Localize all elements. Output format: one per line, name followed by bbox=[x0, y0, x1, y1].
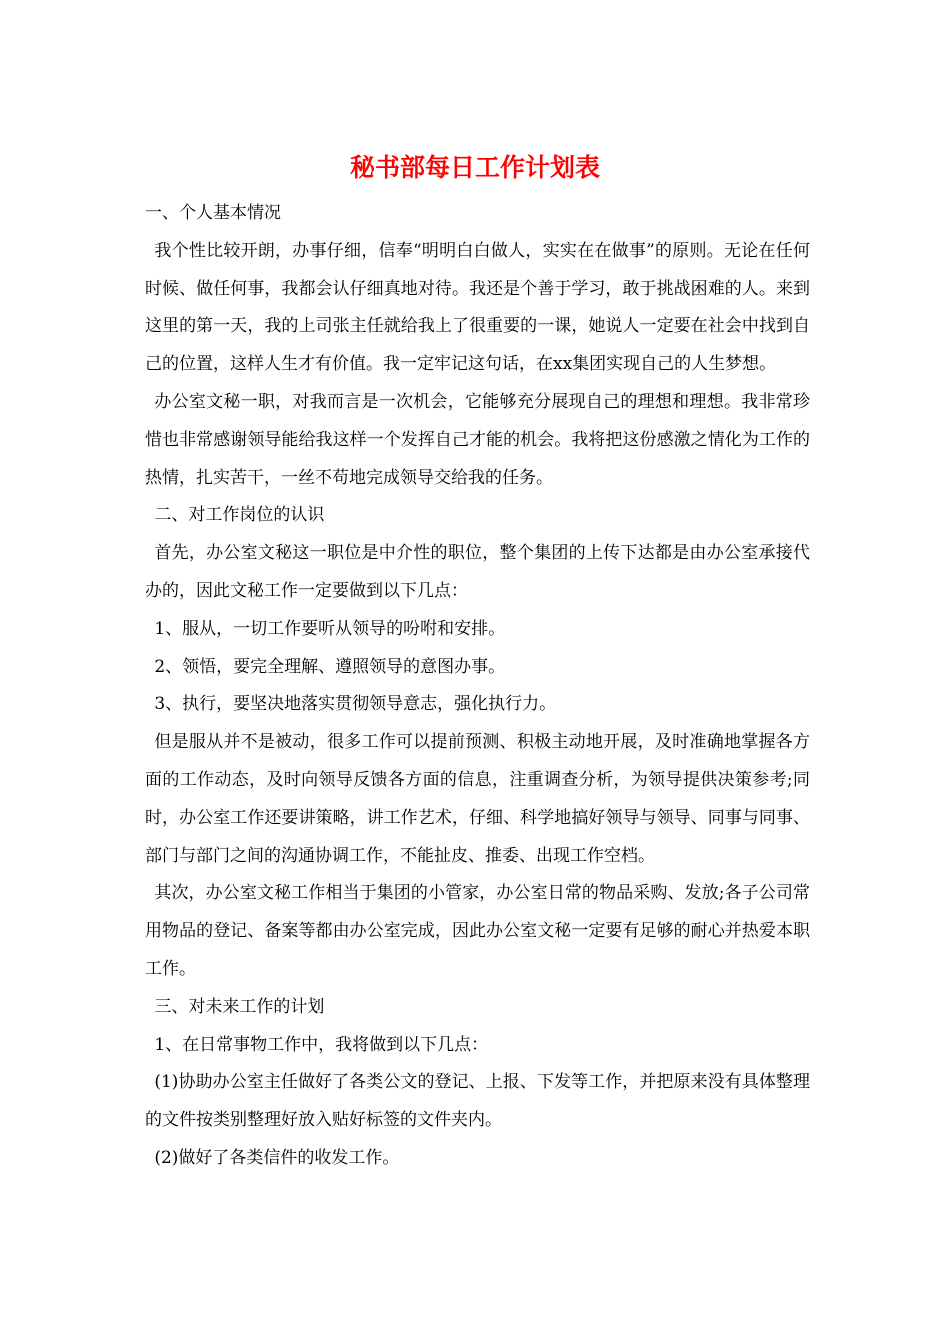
paragraph-personal-intro: 我个性比较开朗，办事仔细，信奉“明明白白做人，实实在在做事”的原则。无论在任何时候、做任何事，我都会认仔细真地对待。我还是个善于学习，敢于挑战困难的人。来到这里的第一天，我的上司张主任就给我上了很重要的一课，她说人一定要在社会中找到自己的位置，这样人生才有价值。我一定牢记这句话，在xx集团实现自己的人生梦想。 bbox=[145, 240, 810, 375]
list-item-execute: 3、执行，要坚决地落实贯彻领导意志，强化执行力。 bbox=[154, 694, 557, 715]
list-item-understand: 2、领悟，要完全理解、遵照领导的意图办事。 bbox=[154, 656, 506, 677]
list-item-daily-work: 1、在日常事物工作中，我将做到以下几点： bbox=[154, 1034, 489, 1055]
heading-section-2: 二、对工作岗位的认识 bbox=[154, 505, 325, 526]
document-body bbox=[145, 195, 810, 1178]
list-item-documents: (1)协助办公室主任做好了各类公文的登记、上报、下发等工作，并把原来没有具体整理的文件按类别整理好放入贴好标签的文件夹内。 bbox=[145, 1072, 810, 1131]
list-item-letters: (2)做好了各类信件的收发工作。 bbox=[154, 1147, 400, 1168]
list-item-obey: 1、服从，一切工作要听从领导的吩咐和安排。 bbox=[154, 618, 506, 639]
document-title: 秘书部每日工作计划表 bbox=[349, 153, 600, 182]
paragraph-second-point: 其次，办公室文秘工作相当于集团的小管家，办公室日常的物品采购、发放;各子公司常用物品的登记、备案等都由办公室完成，因此办公室文秘一定要有足够的耐心并热爱本职工作。 bbox=[145, 883, 810, 979]
paragraph-opportunity: 办公室文秘一职，对我而言是一次机会，它能够充分展现自己的理想和理想。我非常珍惜也非常感谢领导能给我这样一个发挥自己才能的机会。我将把这份感激之情化为工作的热情，扎实苦干，一丝不苟地完成领导交给我的任务。 bbox=[145, 391, 810, 488]
paragraph-proactive: 但是服从并不是被动，很多工作可以提前预测、积极主动地开展，及时准确地掌握各方面的工作动态，及时向领导反馈各方面的信息，注重调查分析，为领导提供决策参考;同时，办公室工作还要讲策略，讲工作艺术，仔细、科学地搞好领导与领导、同事与同事、部门与部门之间的沟通协调工作，不能扯皮、推委、出现工作空档。 bbox=[145, 732, 810, 866]
paragraph-first-point: 首先，办公室文秘这一职位是中介性的职位，整个集团的上传下达都是由办公室承接代办的，因此文秘工作一定要做到以下几点： bbox=[145, 543, 810, 601]
heading-section-1: 一、个人基本情况 bbox=[145, 203, 281, 223]
heading-section-3: 三、对未来工作的计划 bbox=[154, 996, 325, 1017]
